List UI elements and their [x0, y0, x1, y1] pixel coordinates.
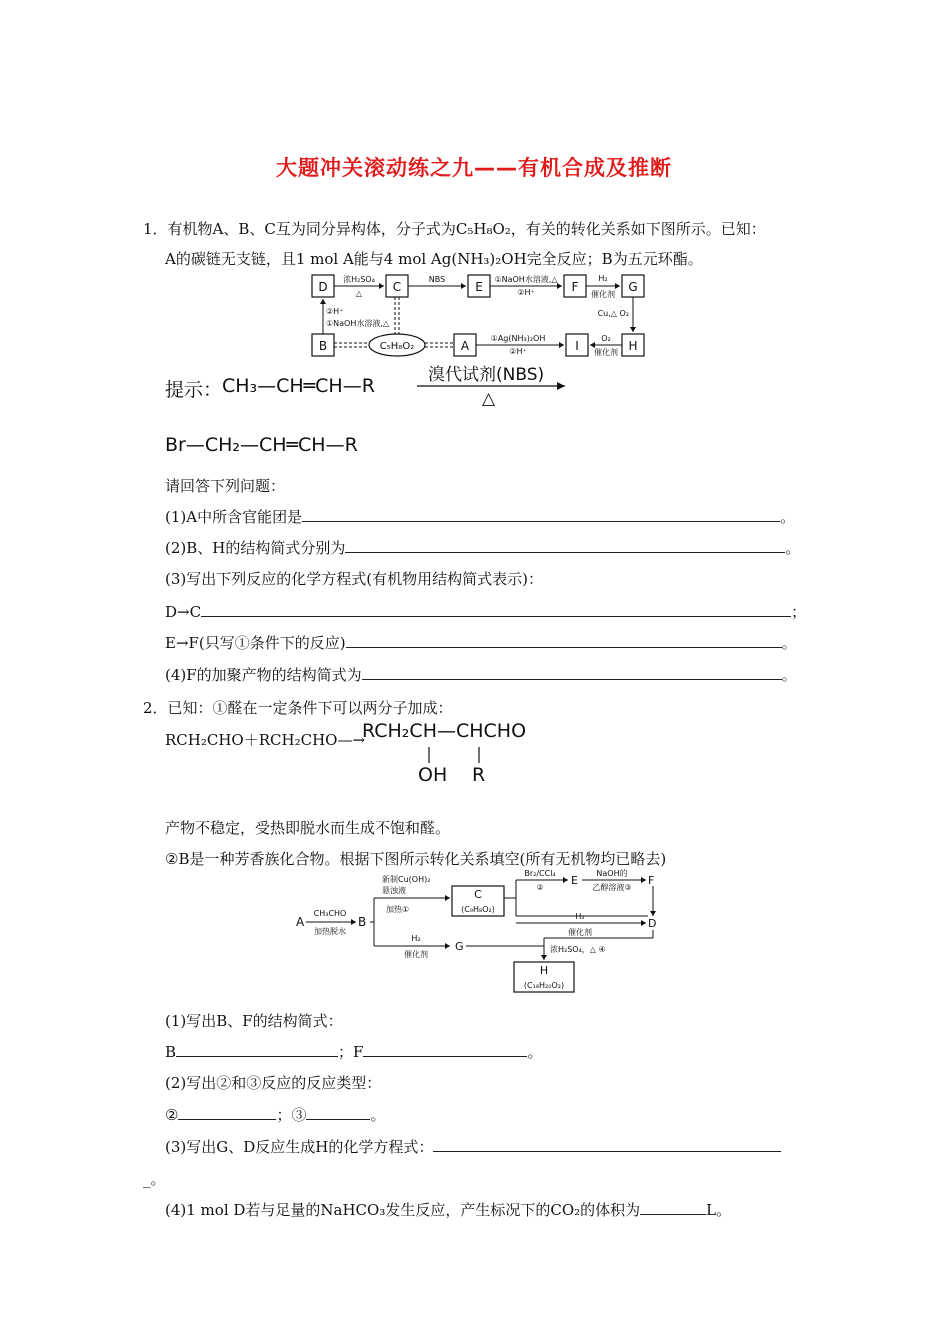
- q1-part3b-answer-blank[interactable]: [346, 633, 782, 648]
- q2-eq-product: RCH₂CH—CHCHO: [362, 720, 527, 742]
- q2-part1-f-blank[interactable]: [363, 1042, 527, 1057]
- c-formula: (C₉H₈O₂): [461, 905, 495, 914]
- end-period: 。: [527, 1043, 543, 1061]
- ef-acid: ②H⁺: [517, 288, 535, 297]
- hi-catalyst: 催化剂: [594, 348, 618, 357]
- label-H: H: [539, 964, 549, 977]
- label-B: B: [358, 915, 367, 929]
- q1-reaction-diagram: [300, 270, 660, 362]
- q1-part4-text: (4)F的加聚产物的结构简式为: [165, 666, 362, 684]
- q1-part3: (3)写出下列反应的化学方程式(有机物用结构简式表示)：: [165, 570, 543, 588]
- ce-reagent: Br₂/CCl₄: [524, 869, 556, 878]
- label-I: I: [575, 339, 579, 353]
- end-period: 。: [781, 666, 797, 684]
- label-D: D: [318, 280, 328, 294]
- label-G: G: [628, 280, 638, 294]
- label-B: B: [318, 339, 328, 353]
- ce-reagent: NBS: [428, 275, 446, 284]
- ab-condition: 加热脱水: [314, 927, 346, 936]
- q2-part2-a-blank[interactable]: [178, 1105, 276, 1120]
- q1-part4-answer-blank[interactable]: [362, 665, 782, 680]
- q2-part4-text: (4)1 mol D若与足量的NaHCO₃发生反应，产生标况下的CO₂的体积为: [165, 1201, 641, 1219]
- fg-catalyst: 催化剂: [591, 290, 615, 299]
- q1-intro-line2: A的碳链无支链，且1 mol A能与4 mol Ag(NH₃)₂OH完全反应；B为五元环酯。: [165, 250, 703, 268]
- q2-part3-text: (3)写出G、D反应生成H的化学方程式：: [165, 1138, 434, 1156]
- label-A: A: [460, 339, 470, 353]
- fg-reagent: H₂: [598, 274, 608, 283]
- q2-part2-b-label: ；③: [276, 1106, 307, 1124]
- q1-part2: [165, 537, 800, 558]
- ce-step: ②: [536, 883, 544, 892]
- q1-part3a-answer-blank[interactable]: [201, 602, 791, 617]
- q1-part4: [165, 664, 797, 685]
- dc-condition: △: [355, 289, 363, 298]
- q2-part3-answer-blank[interactable]: [433, 1137, 781, 1152]
- q2-part2-a-label: ②: [165, 1106, 179, 1124]
- hint-label: 提示：: [165, 379, 223, 401]
- q2-part1-b-label: B: [165, 1043, 177, 1061]
- q1-part2-answer-blank[interactable]: [345, 538, 785, 553]
- q1-part1: [165, 506, 795, 527]
- q2-part1-f-label: ；F: [338, 1043, 364, 1061]
- q2-eq-oh: OH: [418, 764, 448, 786]
- label-A: A: [296, 915, 305, 929]
- hi-reagent: O₂: [601, 334, 611, 343]
- q2-part1-b-blank[interactable]: [176, 1042, 338, 1057]
- bc-condition: 加热①: [386, 905, 410, 914]
- q2-part4: [165, 1199, 731, 1220]
- label-D: D: [648, 917, 657, 930]
- ef-reagent: ①NaOH水溶液,△: [494, 275, 558, 284]
- gh-reagent: 浓H₂SO₄，△ ④: [550, 945, 606, 954]
- q2-note1: 产物不稳定，受热即脱水而生成不饱和醛。: [165, 819, 451, 837]
- q2-part2-answers: [165, 1104, 385, 1125]
- bc-reagent-1: 新制Cu(OH)₂: [382, 875, 431, 884]
- ab-reagent: CH₃CHO: [313, 909, 347, 918]
- cd-reagent: H₂: [575, 912, 585, 921]
- hint-reagent: 溴代试剂(NBS): [428, 365, 545, 385]
- q1-part2-text: (2)B、H的结构简式分别为: [165, 539, 346, 557]
- q1-part1-answer-blank[interactable]: [302, 507, 780, 522]
- q2-part1-answers: [165, 1041, 542, 1062]
- q1-part3b: [165, 632, 797, 653]
- label-C: C: [392, 280, 402, 294]
- q2-part3: [165, 1136, 781, 1157]
- bg-catalyst: 催化剂: [404, 950, 428, 959]
- q2-part3-end: _。: [143, 1170, 166, 1188]
- label-F: F: [571, 280, 579, 294]
- q1-intro-line1: 1．有机物A、B、C互为同分异构体，分子式为C₅H₈O₂，有关的转化关系如下图所示。已知：: [143, 220, 766, 238]
- q1-part3a: [165, 601, 806, 622]
- ef-solvent: 乙醇溶液③: [592, 883, 632, 892]
- bd-reagent: ①NaOH水溶液,△: [326, 319, 390, 328]
- q2-reaction-diagram: [290, 868, 670, 994]
- ai-reagent: ①Ag(NH₃)₂OH: [490, 334, 546, 343]
- q1-part3b-text: E→F(只写①条件下的反应): [165, 634, 346, 652]
- q2-part4-answer-blank[interactable]: [640, 1200, 706, 1215]
- q2-eq-left: RCH₂CHO＋RCH₂CHO—→: [165, 731, 366, 749]
- hint-reactant: CH₃—CH═CH—R: [222, 375, 375, 397]
- label-H: H: [628, 339, 638, 353]
- end-period: 。: [785, 539, 801, 557]
- gh-reagent: Cu,△ O₂: [597, 309, 629, 318]
- formula-label: C₅H₈O₂: [379, 341, 415, 352]
- label-E: E: [571, 874, 578, 887]
- q2-part1: (1)写出B、F的结构简式：: [165, 1012, 343, 1030]
- ai-acid: ②H⁺: [509, 347, 527, 356]
- page-title: 大题冲关滚动练之九——有机合成及推断: [276, 156, 672, 180]
- q1-part1-text: (1)A中所含官能团是: [165, 508, 303, 526]
- bc-reagent-2: 悬浊液: [382, 886, 406, 895]
- h-formula: (C₁₈H₂₀O₂): [523, 981, 565, 990]
- dc-reagent: 浓H₂SO₄: [343, 275, 375, 284]
- q1-prompt: 请回答下列问题：: [165, 477, 286, 495]
- label-F: F: [648, 874, 655, 887]
- q2-note2: ②B是一种芳香族化合物。根据下图所示转化关系填空(所有无机物均已略去): [165, 850, 667, 868]
- label-C: C: [474, 888, 482, 901]
- q2-part2: (2)写出②和③反应的反应类型：: [165, 1074, 382, 1092]
- end-period: 。: [781, 634, 797, 652]
- q1-part3a-text: D→C: [165, 603, 202, 621]
- label-E: E: [475, 280, 483, 294]
- hint-product: Br—CH₂—CH═CH—R: [165, 434, 358, 456]
- cd-catalyst: 催化剂: [568, 928, 592, 937]
- q2-part4-unit: L。: [706, 1201, 732, 1219]
- end-period: 。: [370, 1106, 386, 1124]
- q2-eq-r: R: [472, 764, 486, 786]
- hint-condition: △: [482, 389, 496, 409]
- bd-acid: ②H⁺: [326, 307, 344, 316]
- ef-reagent: NaOH的: [596, 869, 628, 878]
- q2-part2-b-blank[interactable]: [306, 1105, 370, 1120]
- q2-eq-bonds: [420, 745, 490, 765]
- end-semicolon: ；: [791, 603, 807, 621]
- q2-intro: 2．已知：①醛在一定条件下可以两分子加成：: [143, 699, 453, 717]
- label-G: G: [455, 940, 464, 953]
- bg-reagent: H₂: [411, 934, 421, 943]
- end-period: 。: [780, 508, 796, 526]
